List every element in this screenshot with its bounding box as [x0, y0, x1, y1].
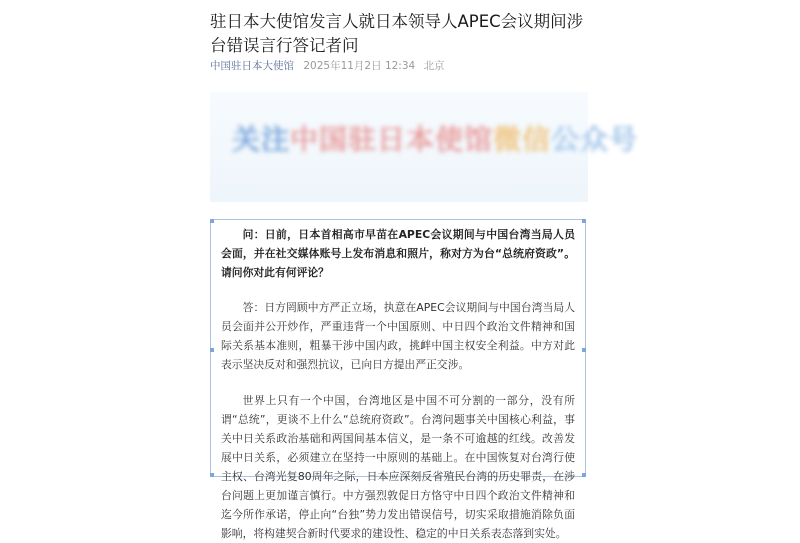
selection-handle[interactable] [210, 348, 214, 352]
follow-banner-image [210, 92, 639, 202]
banner-text-follow: 关注 [232, 123, 291, 156]
selection-handle[interactable] [582, 219, 586, 223]
article-title: 驻日本大使馆发言人就日本领导人APEC会议期间涉台错误言行答记者问 [210, 12, 584, 55]
account-name-link[interactable]: 中国驻日本大使馆 [210, 60, 294, 72]
selection-handle[interactable] [582, 473, 586, 477]
answer-paragraph-2: 世界上只有一个中国，台湾地区是中国不可分割的一部分，没有所谓“总统”，更谈不上什么“总统府资政”。台湾问题事关中国核心利益，事关中日关系政治基础和两国间基本信义，是一条不可逾越的红线。改善发展中日关系，必须建立在坚持一中原则的基础上。在中国恢复对台湾行使主权、台湾光复80周年之际，日本应深刻反省殖民台湾的历史罪责，在涉台问题上更加谨言慎行。中方强烈敦促日方恪守中日四个政治文件精神和迄今所作承诺，停止向“台独”势力发出错误信号，切实采取措施消除负面影响，将构建契合新时代要求的建设性、稳定的中日关系表态落到实处。 [221, 394, 575, 540]
selected-content-block[interactable] [210, 219, 586, 540]
banner-blurred-text [232, 118, 638, 158]
banner-text-embassy: 中国驻日本使馆 [290, 123, 494, 156]
answer-paragraph-1: 答：日方罔顾中方严正立场，执意在APEC会议期间与中国台湾当局人员会面并公开炒作，严重违背一个中国原则、中日四个政治文件精神和国际关系基本准则，粗暴干涉中国内政，挑衅中国主权安全利益。中方对此表示坚决反对和强烈抗议，已向日方提出严正交涉。 [221, 301, 575, 371]
article-meta [210, 58, 445, 73]
selection-handle[interactable] [210, 473, 214, 477]
publish-time: 2025年11月2日 12:34 [303, 60, 416, 72]
banner-text-account: 公众号 [551, 123, 639, 156]
publish-location: 北京 [423, 60, 445, 72]
selection-handle[interactable] [210, 219, 214, 223]
banner-text-wechat: 微信 [493, 123, 552, 156]
selection-handle[interactable] [582, 348, 586, 352]
question-paragraph: 问：日前，日本首相高市早苗在APEC会议期间与中国台湾当局人员会面，并在社交媒体账号上发布消息和照片，称对方为台“总统府资政”。请问你对此有何评论？ [221, 228, 575, 279]
